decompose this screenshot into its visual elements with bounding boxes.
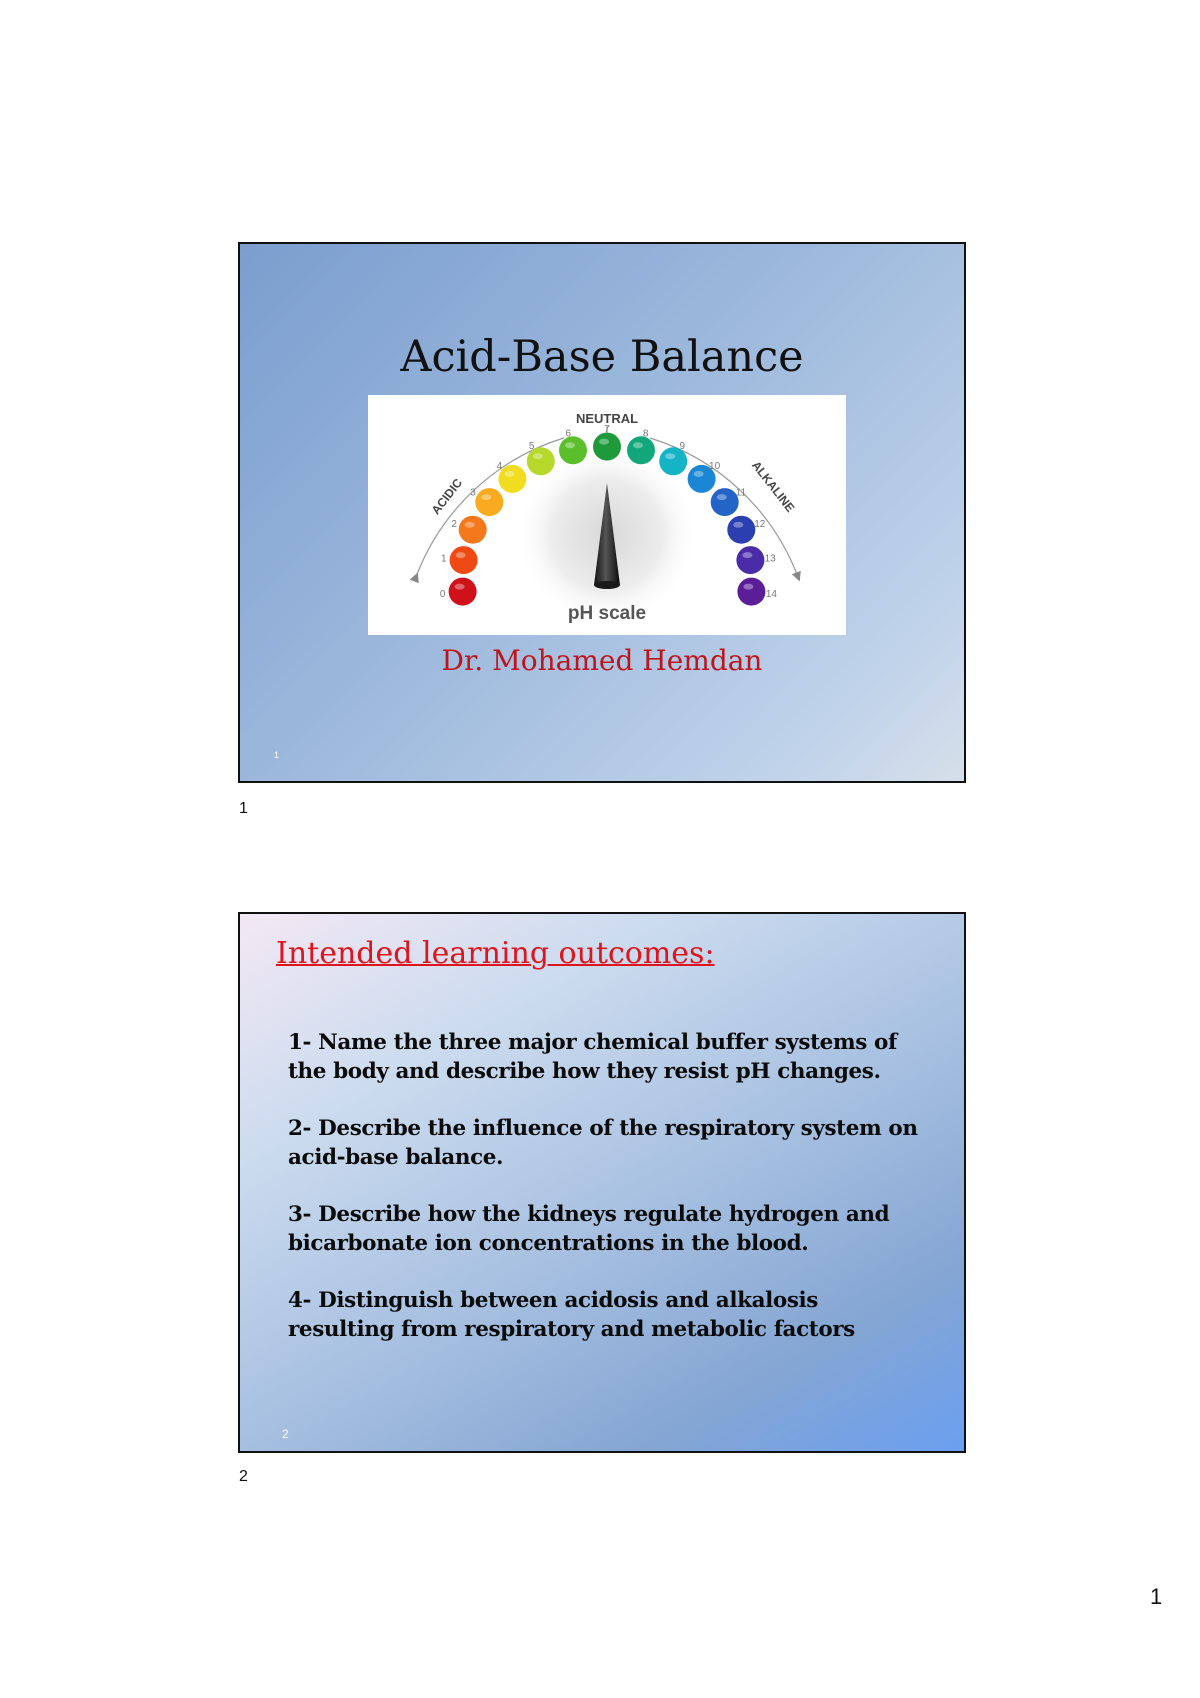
- neutral-label: NEUTRAL: [575, 411, 639, 426]
- ph-dot-12: [727, 516, 755, 544]
- ph-dot-highlight: [717, 494, 727, 500]
- ph-tick-label: 6: [565, 428, 572, 440]
- ph-tick-label: 14: [765, 589, 777, 601]
- slide-number: 1: [274, 750, 280, 760]
- ph-tick-label: 0: [439, 589, 446, 601]
- ph-dot-highlight: [599, 439, 609, 445]
- outcome-item: 1- Name the three major chemical buffer systems of the body and describe how they resist pH changes.: [288, 1030, 897, 1084]
- alkaline-label: ALKALINE: [748, 458, 798, 515]
- ph-dot-8: [627, 436, 655, 464]
- outcome-item: 2- Describe the influence of the respiratory system on acid-base balance.: [288, 1116, 918, 1170]
- ph-dot-highlight: [743, 584, 753, 590]
- ph-tick-label: 3: [470, 487, 476, 499]
- ph-tick-label: 10: [709, 460, 721, 472]
- ph-dot-2: [459, 516, 487, 544]
- ph-dot-highlight: [533, 453, 543, 459]
- slide-2: [238, 912, 966, 1453]
- ph-caption: pH scale: [567, 603, 647, 624]
- ph-tick-label: 1: [441, 553, 447, 565]
- ph-tick-label: 4: [496, 460, 503, 472]
- ph-dot-4: [498, 465, 526, 493]
- ph-dot-14: [737, 578, 765, 606]
- slide-1: [238, 242, 966, 783]
- ph-dot-highlight: [733, 522, 743, 528]
- ph-dot-highlight: [694, 471, 704, 477]
- ph-dot-highlight: [633, 442, 643, 448]
- ph-dot-highlight: [455, 584, 465, 590]
- ph-tick-label: 7: [604, 424, 610, 436]
- ph-scale-image: [368, 395, 846, 635]
- outcome-item: 4- Distinguish between acidosis and alkalosis resulting from respiratory and metabolic factors: [288, 1288, 855, 1342]
- slide-number: 2: [282, 1427, 289, 1441]
- ph-dot-highlight: [465, 522, 475, 528]
- slide-2-caption-number: 2: [239, 1468, 248, 1485]
- ph-dot-highlight: [665, 453, 675, 459]
- ph-dot-3: [475, 488, 503, 516]
- ph-tick-label: 5: [528, 440, 535, 452]
- ph-dot-highlight: [481, 494, 491, 500]
- outcomes-heading: Intended learning outcomes:: [276, 936, 715, 971]
- ph-dot-highlight: [504, 471, 514, 477]
- ph-dot-highlight: [456, 552, 466, 558]
- ph-tick-label: 2: [451, 518, 457, 530]
- ph-dot-13: [736, 546, 764, 574]
- author-name: Dr. Mohamed Hemdan: [441, 644, 763, 677]
- ph-dot-6: [559, 436, 587, 464]
- slide-1-caption-number: 1: [239, 800, 248, 817]
- ph-tick-label: 13: [764, 553, 776, 565]
- acidic-label: ACIDIC: [428, 475, 466, 518]
- ph-tick-label: 12: [754, 518, 766, 530]
- ph-tick-label: 8: [642, 428, 649, 440]
- slide-title: Acid-Base Balance: [400, 332, 804, 382]
- ph-dot-11: [711, 488, 739, 516]
- ph-dot-1: [450, 546, 478, 574]
- ph-dot-0: [449, 578, 477, 606]
- outcomes-list: [288, 1028, 928, 1372]
- ph-dot-highlight: [742, 552, 752, 558]
- ph-tick-label: 9: [679, 440, 686, 452]
- outcome-item: 3- Describe how the kidneys regulate hydrogen and bicarbonate ion concentrations in the blood.: [288, 1202, 890, 1256]
- ph-tick-label: 11: [735, 487, 747, 499]
- ph-dot-7: [593, 433, 621, 461]
- page-number: 1: [1150, 1584, 1163, 1609]
- ph-dot-highlight: [565, 442, 575, 448]
